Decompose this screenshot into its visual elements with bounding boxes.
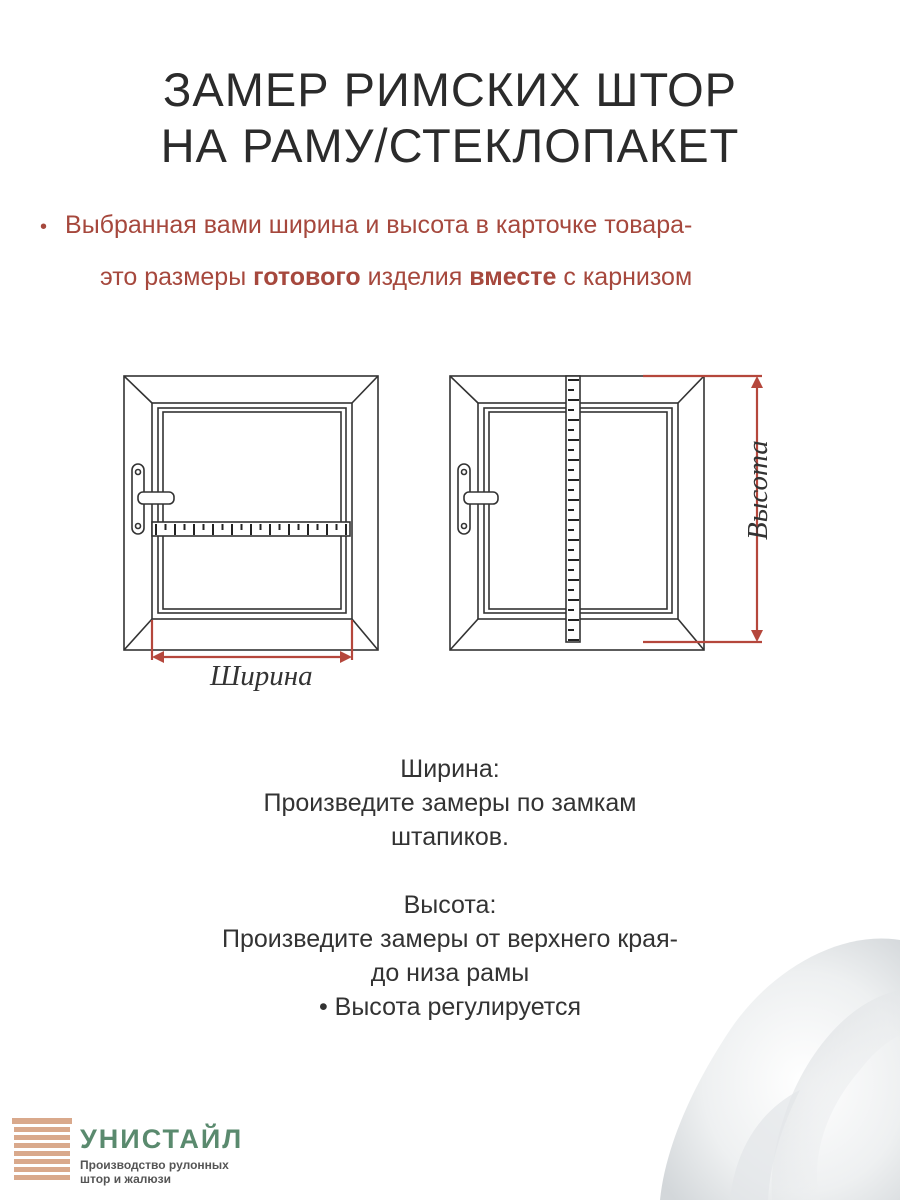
vertical-ruler bbox=[566, 376, 580, 642]
page-title bbox=[0, 62, 900, 174]
blinds-icon bbox=[12, 1118, 72, 1186]
width-text-1: Произведите замеры по замкам bbox=[263, 789, 637, 817]
width-heading: Ширина: bbox=[400, 755, 500, 783]
height-heading: Высота: bbox=[403, 891, 497, 919]
note-line-2-c: с карнизом bbox=[556, 263, 693, 291]
note-bullet: • bbox=[40, 216, 48, 238]
note-line-1: Выбранная вами ширина и высота в карточке товара- bbox=[65, 211, 693, 239]
size-note bbox=[40, 200, 880, 302]
title-line-2: НА РАМУ/СТЕКЛОПАКЕТ bbox=[160, 119, 740, 172]
horizontal-ruler bbox=[152, 522, 350, 536]
brand-tagline bbox=[80, 1158, 229, 1186]
note-line-2-a: это размеры bbox=[100, 263, 254, 291]
height-label: Высота bbox=[742, 440, 774, 540]
width-text-2: штапиков. bbox=[391, 823, 509, 851]
note-line-2-b: изделия bbox=[360, 263, 470, 291]
height-adjustable-note: • Высота регулируется bbox=[318, 993, 582, 1021]
note-bold-ready: готового bbox=[253, 263, 361, 291]
brand-tagline-1: Производство рулонных bbox=[80, 1158, 229, 1172]
height-text-2: до низа рамы bbox=[370, 959, 530, 987]
title-line-1: ЗАМЕР РИМСКИХ ШТОР bbox=[162, 63, 737, 116]
note-bold-together: вместе bbox=[469, 263, 557, 291]
width-arrow bbox=[152, 620, 352, 663]
fabric-image bbox=[660, 930, 900, 1200]
height-text-1: Произведите замеры от верхнего края- bbox=[222, 925, 678, 953]
brand-logo bbox=[12, 1118, 312, 1188]
window-width-illustration bbox=[124, 376, 378, 650]
width-label: Ширина bbox=[210, 660, 313, 692]
brand-tagline-2: штор и жалюзи bbox=[80, 1172, 171, 1186]
brand-name: УНИСТАЙЛ bbox=[80, 1124, 244, 1154]
